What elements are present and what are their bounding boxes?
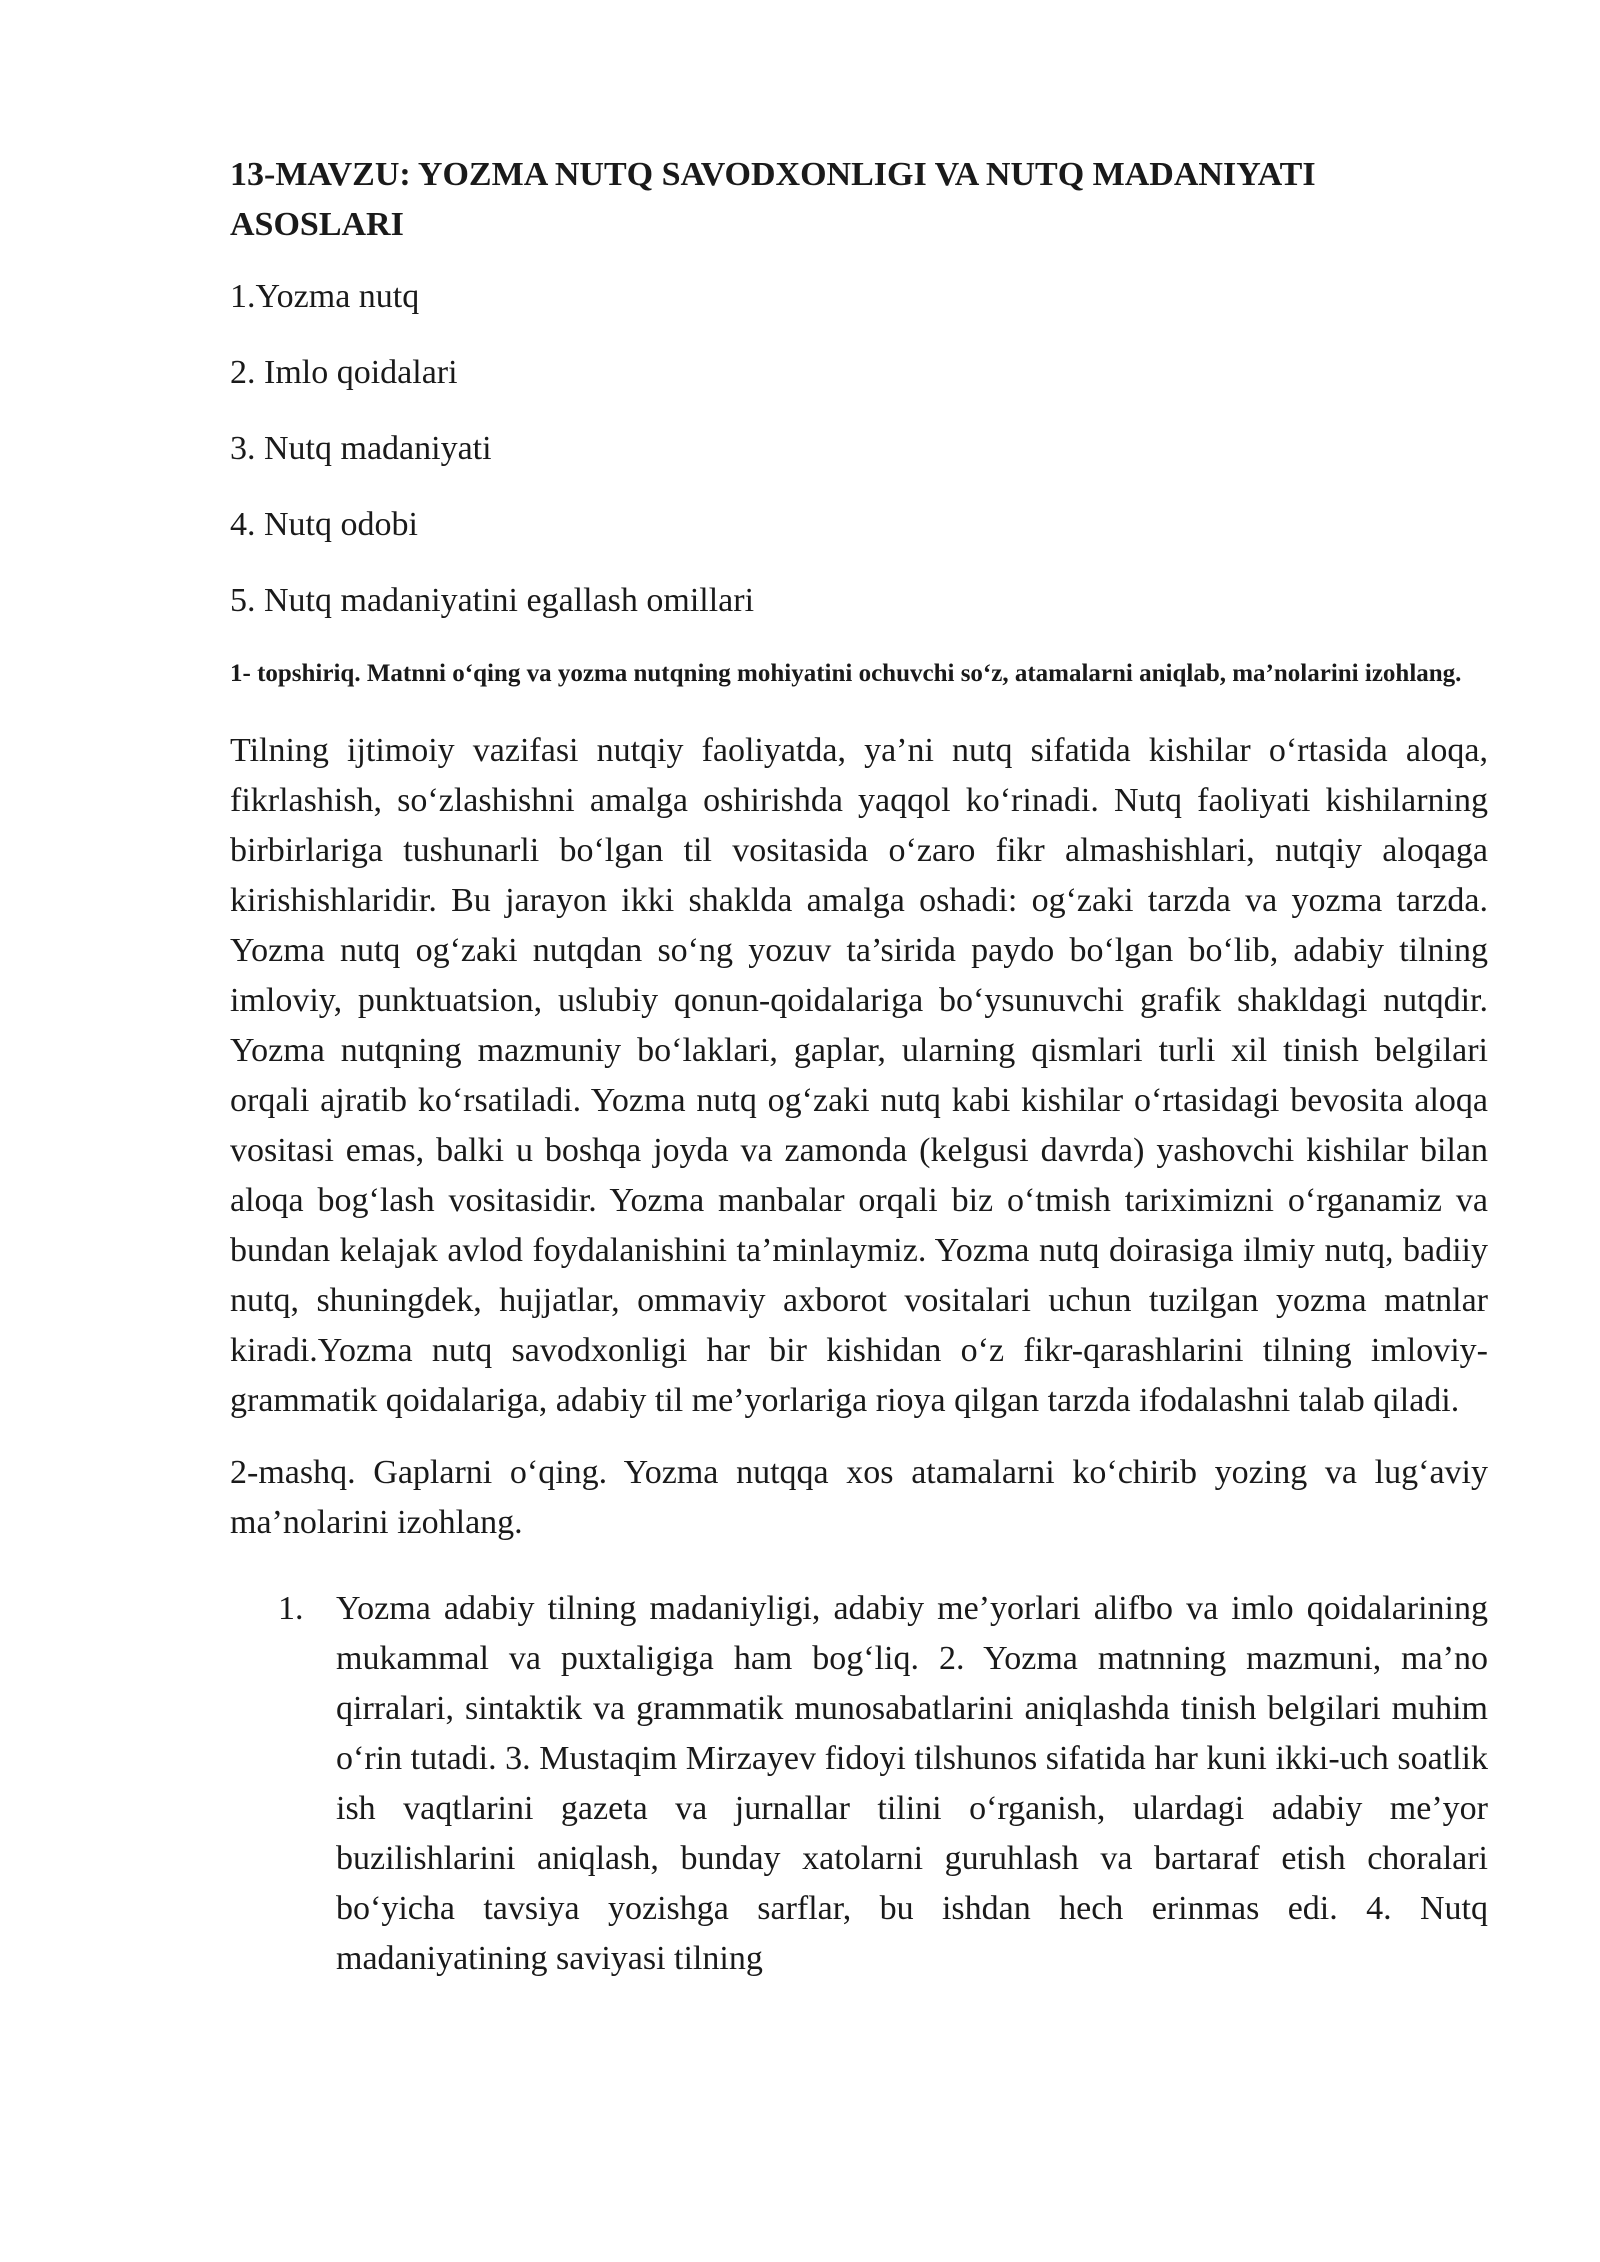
outline-item: 5. Nutq madaniyatini egallash omillari xyxy=(230,582,755,619)
outline-item: 4. Nutq odobi xyxy=(230,506,418,543)
document-title: 13-MAVZU: YOZMA NUTQ SAVODXONLIGI VA NUTQ MADANIYATI ASOSLARI xyxy=(230,156,1316,243)
outline-item: 3. Nutq madaniyati xyxy=(230,430,492,467)
list-item xyxy=(230,1584,1488,1984)
list-item-text: Yozma adabiy tilning madaniyligi, adabiy me’yorlari alifbo va imlo qoidalarining mukammal va puxtaligiga ham bog‘liq. 2. Yozma matnning mazmuni, ma’no qirralari, sintaktik va grammatik munosabatlarini aniqlashda tinish belgilari muhim o‘rin tutadi. 3. Mustaqim Mirzayev fidoyi tilshunos sifatida har kuni ikki-uch soatlik ish vaqtlarini gazeta va jurnallar tilini o‘rganish, ulardagi adabiy me’yor buzilishlarini aniqlash, bunday xatolarni guruhlash va bartaraf etish choralari bo‘yicha tavsiya yozishga sarflar, bu ishdan hech erinmas edi. 4. Nutq madaniyatining saviyasi tilning xyxy=(336,1590,1488,1977)
outline-item: 2. Imlo qoidalari xyxy=(230,354,458,391)
task-1-text: Tilning ijtimoiy vazifasi nutqiy faoliyatda, ya’ni nutq sifatida kishilar o‘rtasida aloqa, fikrlashish, so‘zlashishni amalga oshirishda yaqqol ko‘rinadi. Nutq faoliyati kishilarning birbirlariga tushunarli bo‘lgan til vositasida o‘zaro fikr almashishlari, nutqiy aloqaga kirishishlaridir. Bu jarayon ikki shaklda amalga oshadi: og‘zaki tarzda va yozma tarzda. Yozma nutq og‘zaki nutqdan so‘ng yozuv ta’siridа paydo bo‘lgan bo‘lib, adabiy tilning imloviy, punktuatsion, uslubiy qonun-qoidalariga bo‘ysunuvchi grafik shakldagi nutqdir. Yozma nutqning mazmuniy bo‘laklari, gaplar, ularning qismlari turli xil tinish belgilari orqali ajratib ko‘rsatiladi. Yozma nutq og‘zaki nutq kabi kishilar o‘rtasidagi bevosita aloqa vositasi emas, balki u boshqa joyda va zamonda (kelgusi davrda) yashovchi kishilar bilan aloqa bog‘lash vositasidir. Yozma manbalar orqali biz o‘tmish tariximizni o‘rganamiz va bundan kelajak avlod foydalanishini ta’minlaymiz. Yozma nutq doirasiga ilmiy nutq, badiiy nutq, shuningdek, hujjatlar, ommaviy axborot vositalari uchun tuzilgan yozma matnlar kiradi.Yozma nutq savodxonligi har bir kishidan o‘z fikr-qarashlarini tilning imloviy-grammatik qoidalariga, adabiy til me’yorlariga rioya qilgan tarzda ifodalashni talab qiladi. xyxy=(230,732,1488,1419)
topic-outline xyxy=(230,274,1488,624)
outline-item: 1.Yozma nutq xyxy=(230,278,420,315)
task-1-heading: 1- topshiriq. Matnni o‘qing va yozma nutqning mohiyatini ochuvchi so‘z, atamalarni aniqlab, ma’nolarini izohlang. xyxy=(230,660,1462,687)
exercise-2-list xyxy=(230,1584,1488,1984)
list-item-number: 1. xyxy=(278,1590,304,1627)
exercise-2-instructions: 2-mashq. Gaplarni o‘qing. Yozma nutqqa xos atamalarni ko‘chirib yozing va lug‘aviy ma’nolarini izohlang. xyxy=(230,1454,1488,1541)
document-page xyxy=(230,150,1488,1984)
